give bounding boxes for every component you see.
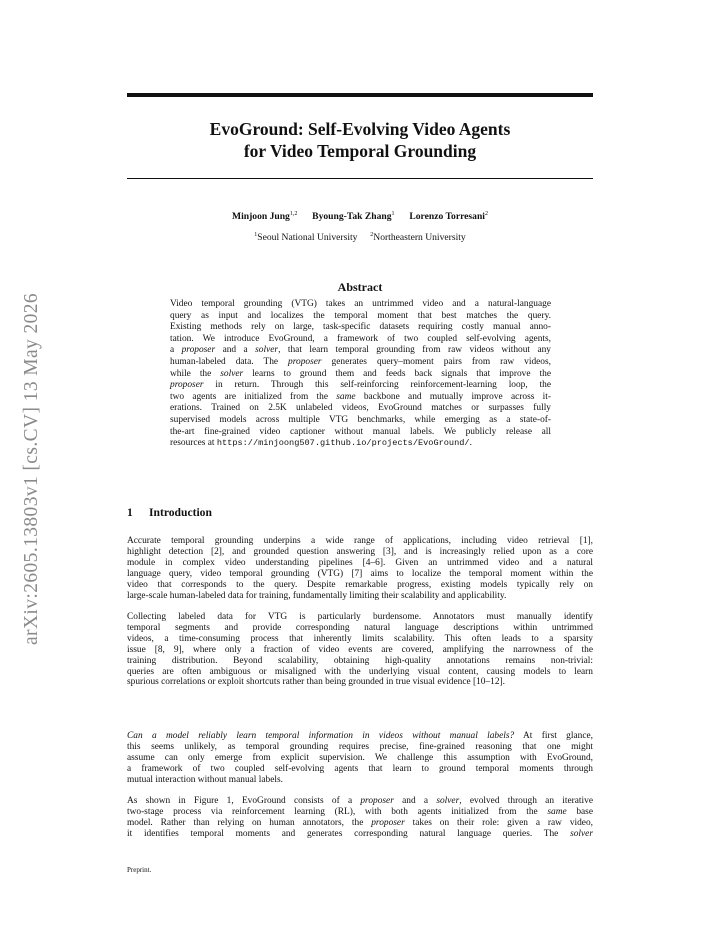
text-line: this seems unlikely, as temporal grounding requires precise, fine-grained reasoning that one might <box>127 741 593 752</box>
text-line: highlight detection [2], and grounded question answering [3], and is increasingly relied upon as a core <box>127 546 593 557</box>
text-line: assume can only emerge from explicit supervision. We challenge this assumption with EvoGround, <box>127 752 593 763</box>
paragraph <box>127 536 593 601</box>
affil-mark: 2 <box>370 231 374 238</box>
text-line: the-art fine-grained video captioner without manual labels. We publicly release all <box>170 426 551 437</box>
paper-title <box>127 118 593 162</box>
text-line: tation. We introduce EvoGround, a framework of two coupled self-evolving agents, <box>170 333 551 344</box>
author-list <box>127 211 593 222</box>
text-line: temporal segments and provide corresponding natural language descriptions within untrimmed <box>127 622 593 633</box>
text-line: issue [8, 9], where only a fraction of video events are covered, amplifying the narrowness of the <box>127 644 593 655</box>
paragraph <box>127 612 593 688</box>
text-line: a framework of two coupled self-evolving agents that learn to ground temporal moments through <box>127 763 593 774</box>
abstract-body <box>170 299 551 450</box>
text-line: Existing methods rely on large, task-specific datasets requiring costly manual anno- <box>170 322 551 333</box>
text-line: query as input and localizes the temporal moment that best matches the query. <box>170 310 551 321</box>
title-line: for Video Temporal Grounding <box>243 141 477 161</box>
text-line: training distribution. Beyond scalability, obtaining high-quality annotations remains non-trivial: <box>127 655 593 666</box>
text-line: two agents are initialized from the same backbone and mutually improve across it- <box>170 391 551 402</box>
text-line: queries are often ambiguous or misaligned with the underlying visual content, causing models to learn <box>127 666 593 677</box>
affiliation-name: Northeastern University <box>373 232 466 243</box>
paragraph <box>127 796 593 840</box>
text-line: As shown in Figure 1, EvoGround consists of a proposer and a solver, evolved through an iterative <box>127 796 593 806</box>
text-line: Video temporal grounding (VTG) takes an untrimmed video and a natural-language <box>170 299 551 309</box>
paragraph <box>127 731 593 786</box>
text-line: two-stage process via reinforcement learning (RL), with both agents initialized from the same base <box>127 806 593 817</box>
text-line: Can a model reliably learn temporal information in videos without manual labels? At first glance, <box>127 731 593 741</box>
text-line: erations. Trained on 2.5K unlabeled videos, EvoGround matches or surpasses fully <box>170 403 551 414</box>
author-affil-mark: 1,2 <box>289 210 298 217</box>
text-line: language query, video temporal grounding (VTG) [7] aims to localize the temporal moment within the <box>127 568 593 579</box>
title-line: EvoGround: Self-Evolving Video Agents <box>209 119 511 139</box>
text-line: human-labeled data. The proposer generates query–moment pairs from raw videos, <box>170 356 551 367</box>
affiliation-list <box>127 232 593 243</box>
text-line: it identifies temporal moments and generates corresponding natural language queries. The solver <box>127 828 593 839</box>
text-line: large-scale human-labeled data for training, fundamentally limiting their scalability and applicability. <box>127 590 507 601</box>
author-name: Minjoon Jung <box>232 211 290 222</box>
text-line: a proposer and a solver, that learn temporal grounding from raw videos without any <box>170 345 551 356</box>
affiliation-name: Seoul National University <box>257 232 358 243</box>
author-name: Lorenzo Torresani <box>409 211 485 222</box>
affil-mark: 1 <box>254 231 258 238</box>
arxiv-side-stamp: arXiv:2605.13803v1 [cs.CV] 13 May 2026 <box>21 292 42 645</box>
text-line: model. Rather than relying on human annotators, the proposer takes on their role: given a raw video, <box>127 817 593 828</box>
abstract-heading: Abstract <box>337 280 383 294</box>
text-line: module in complex video understanding pipelines [4–6]. Given an untrimmed video and a natural <box>127 557 593 568</box>
text-line: proposer in return. Through this self-reinforcing reinforcement-learning loop, the <box>170 380 551 391</box>
text-line: resources at https://minjoong507.github.io/projects/EvoGround/. <box>170 438 472 449</box>
author-affil-mark: 1 <box>391 210 395 217</box>
title-bottom-rule <box>127 178 593 179</box>
text-line: Accurate temporal grounding underpins a wide range of applications, including video retrieval [1], <box>127 536 593 546</box>
text-line: mutual interaction without manual labels. <box>127 774 283 785</box>
text-line: video that corresponds to the query. Despite remarkable progress, existing models typically rely on <box>127 579 593 590</box>
section-heading <box>127 506 212 519</box>
text-line: supervised models across multiple VTG benchmarks, while emerging as a state-of- <box>170 414 551 425</box>
text-line: Collecting labeled data for VTG is particularly burdensome. Annotators must manually identify <box>127 612 593 622</box>
title-top-rule <box>127 93 593 97</box>
text-line: videos, a time-consuming process that inherently limits scalability. This often leads to a sparsity <box>127 633 593 644</box>
section-number: 1 <box>127 506 133 519</box>
section-title: Introduction <box>149 506 212 519</box>
text-line: spurious correlations or exploit shortcuts rather than being grounded in true visual evidence [10–12]. <box>127 677 506 688</box>
author-affil-mark: 2 <box>484 210 488 217</box>
text-line: while the solver learns to ground them and feeds back signals that improve the <box>170 368 551 379</box>
footer-note: Preprint. <box>127 866 152 874</box>
author-name: Byoung-Tak Zhang <box>312 211 392 222</box>
